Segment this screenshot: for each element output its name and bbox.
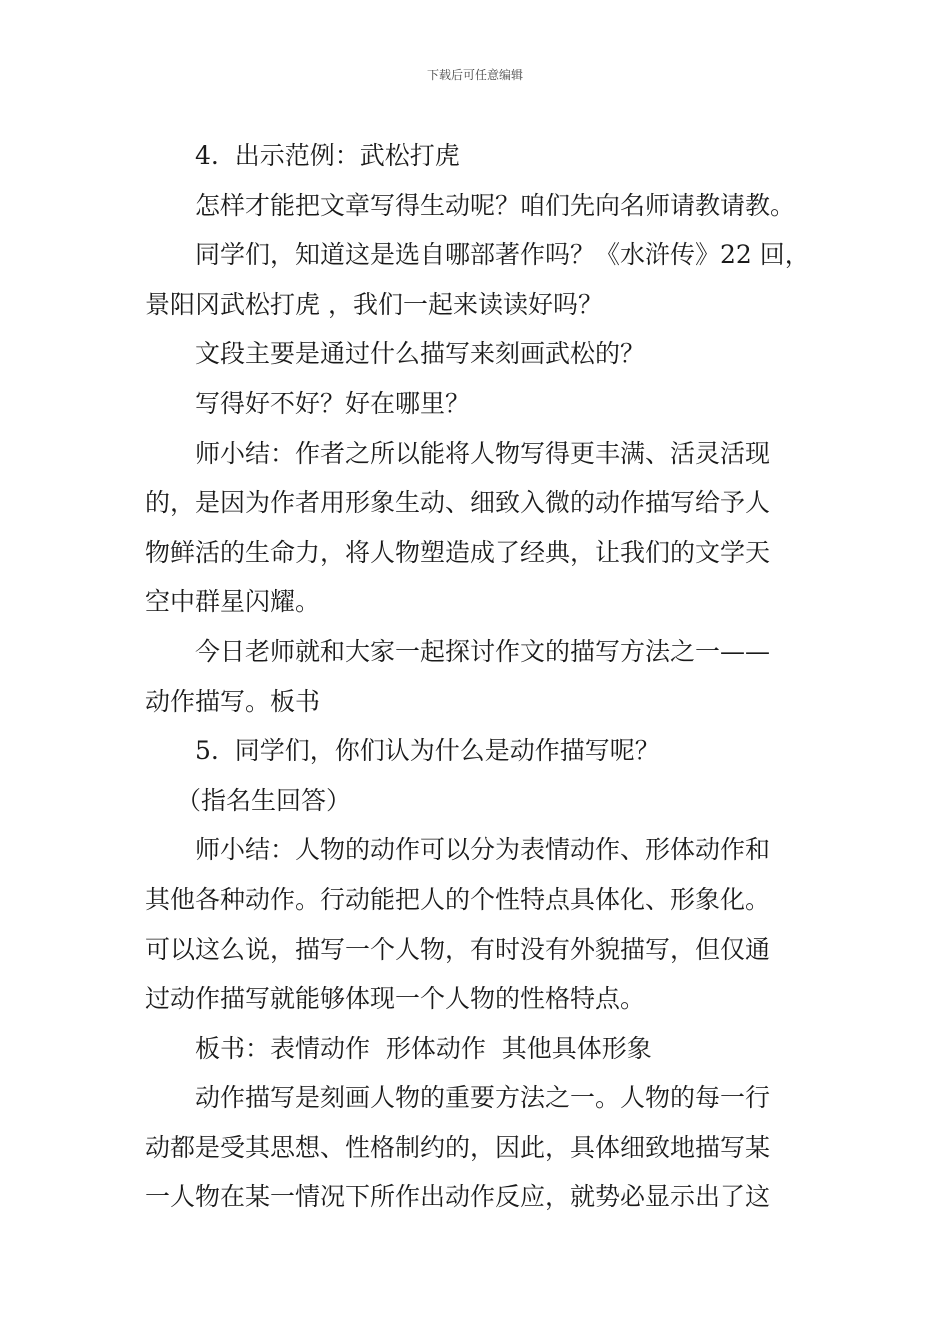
paragraph-line: 空中群星闪耀。 bbox=[145, 587, 321, 617]
paragraph-line: 可以这么说，描写一个人物，有时没有外貌描写，但仅通 bbox=[145, 934, 771, 964]
paragraph-line-first: 怎样才能把文章写得生动呢？咱们先向名师请教请教。 bbox=[195, 190, 796, 220]
paragraph-line-first: 写得好不好？好在哪里？ bbox=[195, 388, 471, 418]
document-body bbox=[145, 131, 825, 1222]
paragraph-line-first: 文段主要是通过什么描写来刻画武松的？ bbox=[195, 339, 646, 369]
paragraph-line-first: 4. 出示范例：武松打虎 bbox=[195, 141, 460, 170]
paragraph-line-first: 今日老师就和大家一起探讨作文的描写方法之一—— bbox=[195, 636, 771, 666]
paragraph-line-first: 同学们，知道这是选自哪部著作吗？《水浒传》22 回， bbox=[195, 240, 810, 270]
page-header: 下载后可任意编辑 bbox=[426, 68, 523, 82]
paragraph-line-first: 师小结：作者之所以能将人物写得更丰满、活灵活现 bbox=[195, 438, 771, 468]
paragraph-line: 物鲜活的生命力，将人物塑造成了经典，让我们的文学天 bbox=[145, 537, 771, 567]
paragraph-line: 过动作描写就能够体现一个人物的性格特点。 bbox=[145, 984, 646, 1014]
paragraph-line-first: 动作描写是刻画人物的重要方法之一。人物的每一行 bbox=[195, 1083, 771, 1113]
paragraph-line: 的，是因为作者用形象生动、细致入微的动作描写给予人 bbox=[145, 488, 771, 518]
paragraph-line-first: （指名生回答） bbox=[176, 785, 352, 815]
paragraph-line: 其他各种动作。行动能把人的个性特点具体化、形象化。 bbox=[145, 884, 771, 914]
paragraph-line: 一人物在某一情况下所作出动作反应，就势必显示出了这 bbox=[145, 1182, 771, 1212]
paragraph-line: 动作描写。板书 bbox=[145, 686, 321, 716]
paragraph-line-first: 5. 同学们，你们认为什么是动作描写呢？ bbox=[195, 736, 660, 766]
paragraph-line-first: 板书：表情动作 形体动作 其他具体形象 bbox=[195, 1033, 652, 1063]
paragraph-line-first: 师小结：人物的动作可以分为表情动作、形体动作和 bbox=[195, 835, 771, 865]
paragraph-line: 动都是受其思想、性格制约的，因此，具体细致地描写某 bbox=[145, 1132, 771, 1162]
paragraph-line: 景阳冈武松打虎 ，我们一起来读读好吗？ bbox=[145, 289, 603, 319]
